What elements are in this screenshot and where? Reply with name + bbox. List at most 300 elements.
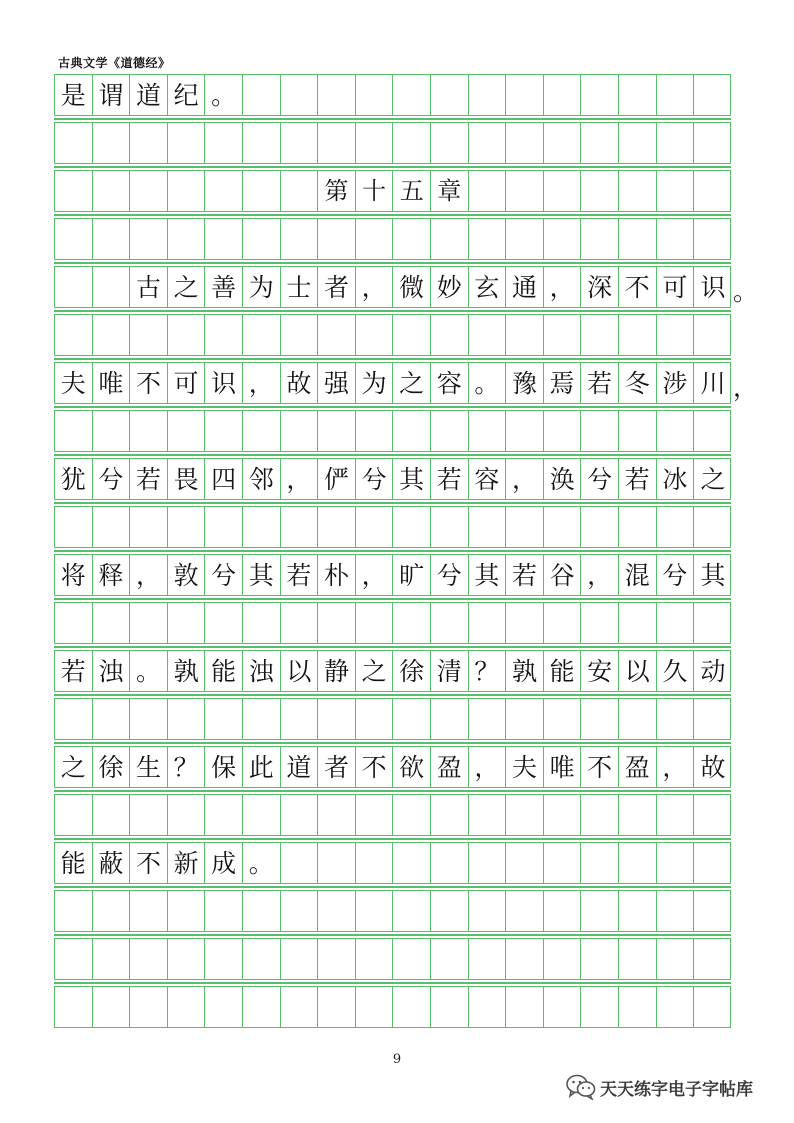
grid-cell — [318, 603, 356, 643]
row-separator — [54, 358, 731, 360]
grid-cell: 蔽 — [93, 843, 131, 883]
grid-row — [54, 794, 731, 836]
grid-cell: 夫 — [55, 363, 93, 403]
grid-cell: 犹 — [55, 459, 93, 499]
grid-cell — [205, 123, 243, 163]
grid-cell — [393, 699, 431, 739]
grid-cell — [318, 843, 356, 883]
grid-cell — [506, 411, 544, 451]
grid-cell — [205, 411, 243, 451]
grid-cell — [205, 795, 243, 835]
grid-cell: 焉 — [544, 363, 582, 403]
grid-cell: 之 — [393, 363, 431, 403]
grid-cell — [581, 795, 619, 835]
grid-cell — [93, 171, 131, 211]
grid-cell — [205, 171, 243, 211]
page-number: 9 — [392, 1052, 402, 1067]
grid-cell: 兮 — [205, 555, 243, 595]
grid-cell: 朴 — [318, 555, 356, 595]
grid-cell — [581, 699, 619, 739]
grid-cell: 十 — [356, 171, 394, 211]
grid-cell — [694, 219, 732, 259]
grid-cell — [168, 507, 206, 547]
grid-cell — [205, 987, 243, 1027]
grid-cell — [93, 267, 131, 307]
grid-cell — [205, 507, 243, 547]
grid-cell — [506, 891, 544, 931]
row-separator — [54, 502, 731, 504]
grid-cell: 玄 — [469, 267, 507, 307]
grid-cell — [243, 315, 281, 355]
grid-cell — [205, 315, 243, 355]
grid-cell: 动 — [700, 656, 726, 686]
grid-cell: 妙 — [431, 267, 469, 307]
grid-cell: 之 — [55, 747, 93, 787]
grid-cell: 其 — [243, 555, 281, 595]
grid-cell — [581, 171, 619, 211]
grid-cell — [243, 699, 281, 739]
row-separator — [54, 214, 731, 216]
row-separator — [54, 262, 731, 264]
grid-cell — [168, 219, 206, 259]
grid-cell — [544, 507, 582, 547]
grid-cell — [130, 987, 168, 1027]
grid-cell — [694, 411, 732, 451]
grid-cell — [93, 987, 131, 1027]
grid-cell — [168, 795, 206, 835]
grid-cell — [243, 603, 281, 643]
grid-cell — [694, 75, 732, 115]
grid-cell: ， — [506, 459, 544, 499]
grid-cell — [393, 411, 431, 451]
page-header-title: 古典文学《道德经》 — [58, 56, 171, 70]
grid-cell — [55, 603, 93, 643]
grid-cell — [55, 219, 93, 259]
grid-cell: 唯 — [544, 747, 582, 787]
grid-cell — [168, 411, 206, 451]
grid-cell — [506, 603, 544, 643]
grid-cell: 强 — [318, 363, 356, 403]
grid-cell — [469, 795, 507, 835]
grid-cell: 章 — [431, 171, 469, 211]
grid-cell — [281, 315, 319, 355]
row-separator — [54, 550, 731, 552]
grid-cell: ， — [243, 363, 281, 403]
grid-cell — [694, 891, 732, 931]
grid-cell — [243, 939, 281, 979]
grid-cell — [55, 699, 93, 739]
grid-cell: 是 — [55, 75, 93, 115]
grid-cell — [619, 315, 657, 355]
grid-cell: 冬 — [619, 363, 657, 403]
grid-cell — [281, 171, 319, 211]
grid-cell: 者 — [318, 267, 356, 307]
grid-cell — [506, 315, 544, 355]
grid-cell — [619, 171, 657, 211]
grid-cell — [55, 315, 93, 355]
grid-cell — [130, 795, 168, 835]
grid-cell — [93, 123, 131, 163]
grid-cell — [393, 123, 431, 163]
grid-cell — [281, 843, 319, 883]
grid-cell — [393, 75, 431, 115]
overflow-punctuation: ， — [733, 373, 759, 402]
grid-cell: 久 — [657, 651, 695, 691]
grid-cell — [469, 315, 507, 355]
grid-cell — [356, 603, 394, 643]
grid-cell — [657, 891, 695, 931]
grid-cell — [281, 699, 319, 739]
grid-cell — [168, 123, 206, 163]
grid-cell — [281, 987, 319, 1027]
grid-row — [54, 650, 731, 692]
grid-cell — [694, 699, 732, 739]
grid-cell: 能 — [544, 651, 582, 691]
grid-cell — [431, 939, 469, 979]
grid-cell — [393, 891, 431, 931]
grid-row — [54, 410, 731, 452]
grid-cell: 清 — [431, 651, 469, 691]
grid-cell — [318, 507, 356, 547]
grid-cell — [243, 795, 281, 835]
grid-cell: 邻 — [243, 459, 281, 499]
row-separator — [54, 694, 731, 696]
grid-cell — [281, 507, 319, 547]
grid-cell — [168, 603, 206, 643]
grid-cell: ， — [281, 459, 319, 499]
grid-cell: 浊 — [93, 651, 131, 691]
grid-cell: 安 — [581, 651, 619, 691]
grid-cell — [318, 891, 356, 931]
grid-cell: 道 — [281, 747, 319, 787]
grid-cell: 若 — [55, 651, 93, 691]
grid-cell — [55, 939, 93, 979]
grid-cell: 其 — [700, 560, 726, 590]
grid-cell: 兮 — [657, 555, 695, 595]
grid-cell — [469, 507, 507, 547]
grid-cell: 兮 — [581, 459, 619, 499]
grid-cell — [657, 795, 695, 835]
grid-cell — [619, 75, 657, 115]
grid-cell — [431, 507, 469, 547]
grid-cell: 识 — [700, 272, 726, 302]
grid-cell: 之 — [700, 464, 726, 494]
grid-row — [54, 554, 731, 596]
grid-cell — [619, 603, 657, 643]
row-separator — [54, 982, 731, 984]
grid-cell — [619, 411, 657, 451]
grid-cell — [356, 219, 394, 259]
grid-cell — [243, 219, 281, 259]
grid-cell — [205, 219, 243, 259]
grid-cell — [581, 987, 619, 1027]
grid-cell — [356, 123, 394, 163]
grid-cell — [55, 795, 93, 835]
row-separator — [54, 934, 731, 936]
grid-cell: 谓 — [93, 75, 131, 115]
row-separator — [54, 310, 731, 312]
grid-cell: 生 — [130, 747, 168, 787]
grid-cell: 不 — [130, 363, 168, 403]
grid-cell — [130, 171, 168, 211]
grid-cell: 此 — [243, 747, 281, 787]
grid-cell — [506, 507, 544, 547]
grid-cell: 故 — [281, 363, 319, 403]
grid-cell — [431, 123, 469, 163]
grid-row — [54, 314, 731, 356]
grid-cell — [55, 891, 93, 931]
grid-cell — [657, 219, 695, 259]
row-separator — [54, 646, 731, 648]
grid-cell — [281, 123, 319, 163]
grid-cell — [657, 315, 695, 355]
grid-cell: 微 — [393, 267, 431, 307]
grid-cell — [544, 987, 582, 1027]
grid-cell: 纪 — [168, 75, 206, 115]
grid-cell — [469, 987, 507, 1027]
grid-cell — [93, 891, 131, 931]
grid-cell — [544, 891, 582, 931]
grid-cell — [694, 939, 732, 979]
grid-cell — [431, 603, 469, 643]
grid-cell: 若 — [130, 459, 168, 499]
grid-cell — [356, 507, 394, 547]
grid-cell — [168, 939, 206, 979]
grid-cell: ， — [657, 747, 695, 787]
grid-cell — [544, 795, 582, 835]
grid-row — [54, 458, 731, 500]
grid-cell — [506, 987, 544, 1027]
grid-cell: 其 — [469, 555, 507, 595]
grid-cell — [694, 987, 732, 1027]
grid-cell — [168, 315, 206, 355]
grid-cell — [243, 507, 281, 547]
grid-row — [54, 506, 731, 548]
grid-cell — [318, 123, 356, 163]
grid-cell — [393, 987, 431, 1027]
grid-cell: 识 — [205, 363, 243, 403]
grid-cell — [93, 315, 131, 355]
grid-cell — [506, 939, 544, 979]
grid-row — [54, 890, 731, 932]
overflow-punctuation: 。 — [733, 277, 759, 306]
grid-cell — [506, 795, 544, 835]
grid-cell: 为 — [243, 267, 281, 307]
grid-cell — [657, 603, 695, 643]
grid-cell: 道 — [130, 75, 168, 115]
grid-cell: 其 — [393, 459, 431, 499]
row-separator — [54, 166, 731, 168]
grid-cell: ， — [356, 267, 394, 307]
grid-cell: 。 — [243, 843, 281, 883]
grid-cell — [55, 987, 93, 1027]
grid-cell — [657, 843, 695, 883]
grid-cell — [506, 699, 544, 739]
grid-cell — [243, 987, 281, 1027]
grid-cell — [544, 699, 582, 739]
grid-cell: 可 — [168, 363, 206, 403]
grid-cell: ， — [356, 555, 394, 595]
grid-row — [54, 698, 731, 740]
grid-cell — [581, 891, 619, 931]
grid-cell — [168, 891, 206, 931]
grid-cell: 涉 — [657, 363, 695, 403]
row-separator — [54, 406, 731, 408]
grid-cell — [469, 843, 507, 883]
grid-cell — [581, 843, 619, 883]
grid-cell — [431, 843, 469, 883]
grid-cell — [281, 411, 319, 451]
grid-cell — [581, 123, 619, 163]
grid-cell — [657, 123, 695, 163]
grid-cell: 士 — [281, 267, 319, 307]
grid-cell — [281, 939, 319, 979]
grid-cell: 深 — [581, 267, 619, 307]
grid-cell — [544, 843, 582, 883]
grid-row — [54, 986, 731, 1028]
grid-cell — [619, 843, 657, 883]
grid-cell: ， — [544, 267, 582, 307]
grid-cell — [356, 795, 394, 835]
grid-cell — [544, 75, 582, 115]
grid-cell — [55, 171, 93, 211]
grid-cell — [243, 123, 281, 163]
grid-cell: 若 — [281, 555, 319, 595]
grid-cell — [318, 315, 356, 355]
grid-cell — [581, 603, 619, 643]
grid-cell: 俨 — [318, 459, 356, 499]
grid-cell: 者 — [318, 747, 356, 787]
grid-cell: 浊 — [243, 651, 281, 691]
grid-cell: 四 — [205, 459, 243, 499]
grid-cell: ， — [469, 747, 507, 787]
grid-cell: 可 — [657, 267, 695, 307]
row-separator — [54, 598, 731, 600]
grid-cell — [657, 171, 695, 211]
grid-cell — [694, 507, 732, 547]
grid-row — [54, 266, 731, 308]
grid-cell — [431, 795, 469, 835]
grid-cell — [55, 123, 93, 163]
grid-cell — [657, 939, 695, 979]
grid-cell: 兮 — [431, 555, 469, 595]
grid-cell — [356, 939, 394, 979]
grid-cell — [657, 75, 695, 115]
grid-cell — [431, 987, 469, 1027]
grid-cell — [619, 123, 657, 163]
grid-cell — [619, 795, 657, 835]
grid-cell — [130, 315, 168, 355]
grid-cell — [318, 795, 356, 835]
grid-cell: 混 — [619, 555, 657, 595]
grid-cell — [506, 171, 544, 211]
grid-cell — [356, 699, 394, 739]
grid-cell — [506, 843, 544, 883]
grid-cell — [581, 939, 619, 979]
grid-cell — [243, 171, 281, 211]
grid-cell: 容 — [469, 459, 507, 499]
grid-cell: 五 — [393, 171, 431, 211]
grid-cell: ？ — [168, 747, 206, 787]
grid-cell: 畏 — [168, 459, 206, 499]
grid-cell — [469, 123, 507, 163]
row-separator — [54, 454, 731, 456]
grid-cell: 若 — [506, 555, 544, 595]
grid-cell: 夫 — [506, 747, 544, 787]
watermark — [566, 1074, 753, 1100]
grid-cell — [469, 411, 507, 451]
grid-cell — [205, 699, 243, 739]
grid-cell — [544, 171, 582, 211]
grid-cell — [506, 219, 544, 259]
grid-cell — [93, 795, 131, 835]
grid-cell: 新 — [168, 843, 206, 883]
grid-cell: 若 — [619, 459, 657, 499]
grid-cell — [544, 315, 582, 355]
grid-row — [54, 362, 731, 404]
grid-cell: 孰 — [168, 651, 206, 691]
grid-cell: 静 — [318, 651, 356, 691]
grid-cell — [55, 411, 93, 451]
grid-cell: 之 — [356, 651, 394, 691]
grid-cell: 若 — [431, 459, 469, 499]
grid-cell — [130, 219, 168, 259]
grid-cell — [694, 603, 732, 643]
wechat-icon — [566, 1074, 596, 1100]
grid-cell: 兮 — [356, 459, 394, 499]
grid-cell — [469, 603, 507, 643]
grid-cell: 盈 — [431, 747, 469, 787]
grid-cell: 旷 — [393, 555, 431, 595]
grid-cell: 保 — [205, 747, 243, 787]
grid-cell: 善 — [205, 267, 243, 307]
grid-cell — [657, 987, 695, 1027]
grid-cell: 孰 — [506, 651, 544, 691]
grid-cell — [619, 891, 657, 931]
grid-cell — [205, 939, 243, 979]
grid-cell: 古 — [130, 267, 168, 307]
grid-cell — [356, 75, 394, 115]
grid-cell: 故 — [700, 752, 726, 782]
grid-cell — [205, 891, 243, 931]
row-separator — [54, 742, 731, 744]
grid-cell — [168, 699, 206, 739]
grid-cell — [619, 219, 657, 259]
grid-cell — [93, 939, 131, 979]
practice-grid — [54, 74, 731, 1038]
grid-row — [54, 122, 731, 164]
grid-cell — [431, 699, 469, 739]
grid-cell: 将 — [55, 555, 93, 595]
grid-cell: 之 — [168, 267, 206, 307]
grid-cell — [318, 987, 356, 1027]
row-separator — [54, 790, 731, 792]
grid-cell — [356, 891, 394, 931]
grid-row — [54, 602, 731, 644]
grid-cell — [431, 219, 469, 259]
grid-cell — [243, 891, 281, 931]
grid-cell — [506, 75, 544, 115]
grid-cell — [581, 315, 619, 355]
grid-cell — [619, 699, 657, 739]
grid-cell — [130, 939, 168, 979]
grid-cell — [318, 699, 356, 739]
grid-cell: 释 — [93, 555, 131, 595]
grid-cell — [694, 843, 732, 883]
grid-row — [54, 938, 731, 980]
grid-cell — [544, 411, 582, 451]
grid-cell — [356, 411, 394, 451]
